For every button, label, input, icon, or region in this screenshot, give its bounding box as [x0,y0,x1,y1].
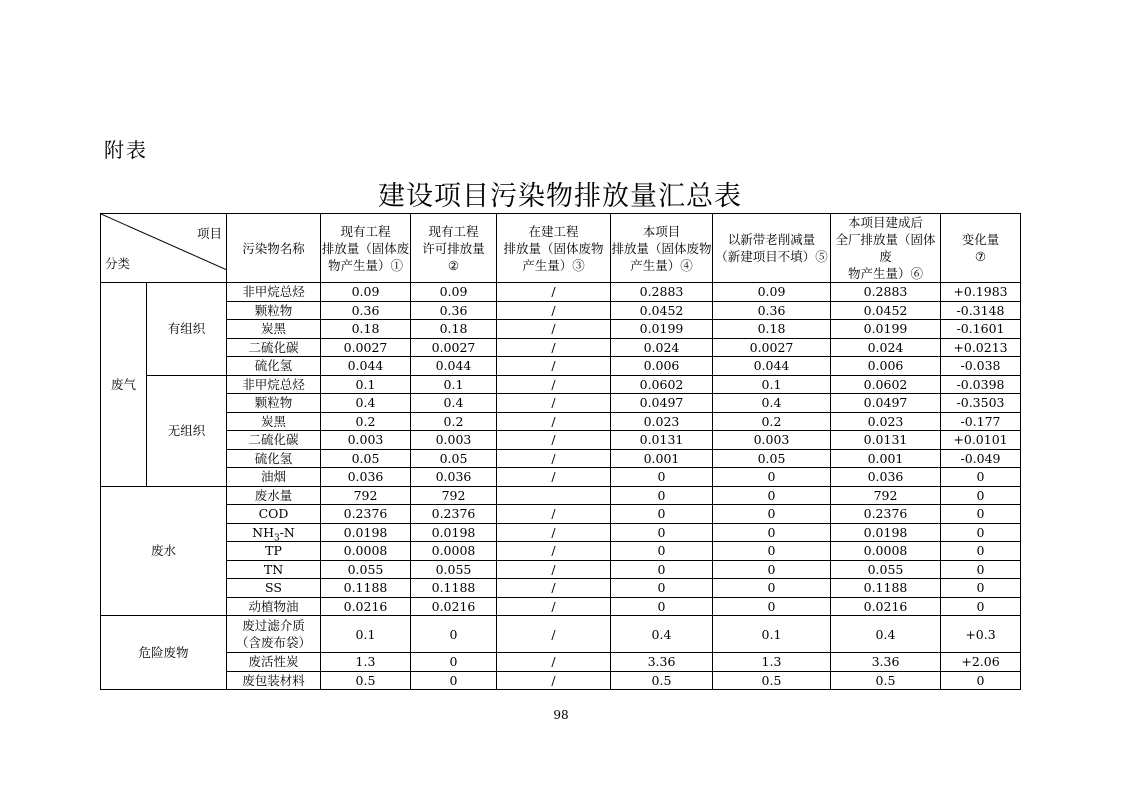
cell-value: 0 [941,579,1021,598]
cell-value: 0.001 [611,449,713,468]
cell-value: 0.0497 [831,394,941,413]
cell-value: 0.4 [713,394,831,413]
page-number: 98 [553,708,569,722]
cell-value: 0.0602 [611,375,713,394]
cell-value: / [497,449,611,468]
cell-value: 0.4 [411,394,497,413]
table-row [101,320,1021,339]
table-row [101,505,1021,524]
cell-value: 0.2376 [321,505,411,524]
cell-value: 0.024 [611,338,713,357]
cell-value: / [497,338,611,357]
cell-value: / [497,375,611,394]
cell-value: -0.3503 [941,394,1021,413]
cell-value: 0.4 [611,616,713,653]
pollutant-name: 颗粒物 [227,301,321,320]
cell-value: 0.036 [831,468,941,487]
pollutant-name: 废活性炭 [227,653,321,672]
cell-value: 0.2 [411,412,497,431]
table-row [101,283,1021,302]
cell-value: 0 [941,468,1021,487]
group-waste-gas: 废气 [101,283,147,487]
table-row [101,523,1021,542]
cell-value: / [497,412,611,431]
cell-value: 0.023 [611,412,713,431]
cell-value: / [497,431,611,450]
cell-value: 0.0027 [411,338,497,357]
cell-value: 0.036 [411,468,497,487]
header-pollutant-name: 污染物名称 [227,214,321,283]
cell-value: 0.5 [321,671,411,690]
cell-value: 0.09 [411,283,497,302]
pollutant-name: 硫化氢 [227,449,321,468]
cell-value: 792 [321,486,411,505]
cell-value: / [497,301,611,320]
cell-value: +0.1983 [941,283,1021,302]
cell-value: 0 [713,486,831,505]
cell-value: +0.0213 [941,338,1021,357]
cell-value: 0.0199 [611,320,713,339]
cell-value: 0.024 [831,338,941,357]
header-existing-emission: 现有工程 排放量（固体废 物产生量）① [321,214,411,283]
cell-value: 0.2883 [831,283,941,302]
cell-value: -0.0398 [941,375,1021,394]
header-diagonal-cell [101,214,227,283]
cell-value: 0.0131 [611,431,713,450]
cell-value: +0.0101 [941,431,1021,450]
cell-value: 0.09 [713,283,831,302]
pollutant-name: 非甲烷总烃 [227,283,321,302]
pollutant-name: 动植物油 [227,597,321,616]
cell-value: 3.36 [611,653,713,672]
cell-value: 0.055 [411,560,497,579]
cell-value: 0.0216 [321,597,411,616]
subgroup-organized: 有组织 [147,283,227,376]
cell-value: 0 [713,523,831,542]
pollutant-summary-table [100,213,1021,690]
cell-value: 0.1 [713,375,831,394]
cell-value: 0.1 [411,375,497,394]
cell-value: 0.0008 [831,542,941,561]
cell-value: 792 [831,486,941,505]
cell-value: 0.2 [713,412,831,431]
cell-value: 0.1 [321,375,411,394]
table-row [101,653,1021,672]
table-row [101,301,1021,320]
table-row [101,579,1021,598]
cell-value: 0.1188 [411,579,497,598]
pollutant-name: SS [227,579,321,598]
cell-value: / [497,671,611,690]
cell-value: 0.4 [321,394,411,413]
cell-value: 0 [713,505,831,524]
cell-value: 0.003 [321,431,411,450]
table-row [101,412,1021,431]
cell-value: 0 [941,523,1021,542]
cell-value: 0.18 [321,320,411,339]
cell-value: 0.18 [411,320,497,339]
cell-value: 0.0198 [321,523,411,542]
cell-value: 0.0199 [831,320,941,339]
cell-value: 0.0216 [831,597,941,616]
cell-value: -0.3148 [941,301,1021,320]
pollutant-name: 二硫化碳 [227,431,321,450]
cell-value: 0.055 [321,560,411,579]
cell-value: 0.5 [713,671,831,690]
cell-value: / [497,394,611,413]
cell-value: 0.1188 [321,579,411,598]
pollutant-name: TP [227,542,321,561]
cell-value: 0.044 [713,357,831,376]
cell-value: 0.4 [831,616,941,653]
cell-value: / [497,653,611,672]
subgroup-unorganized: 无组织 [147,375,227,486]
cell-value: 0.001 [831,449,941,468]
cell-value: 0 [411,616,497,653]
table-row [101,338,1021,357]
cell-value: 0 [713,560,831,579]
header-project-label: 项目 [196,226,222,241]
header-existing-permit: 现有工程 许可排放量 ② [411,214,497,283]
cell-value: 0.044 [321,357,411,376]
table-row [101,431,1021,450]
cell-value: 0.5 [611,671,713,690]
cell-value: -0.049 [941,449,1021,468]
pollutant-name: $NH_3-N$ [227,523,321,542]
cell-value: 0.0008 [411,542,497,561]
cell-value: 0.1188 [831,579,941,598]
cell-value: 0.36 [411,301,497,320]
cell-value: 0 [611,523,713,542]
header-change: 变化量 ⑦ [941,214,1021,283]
cell-value: 1.3 [713,653,831,672]
cell-value: 0 [941,597,1021,616]
cell-value: 0.0602 [831,375,941,394]
pollutant-name: 颗粒物 [227,394,321,413]
cell-value: 0.003 [713,431,831,450]
pollutant-name: 废水量 [227,486,321,505]
cell-value: -0.177 [941,412,1021,431]
cell-value: / [497,468,611,487]
cell-value: 0.006 [831,357,941,376]
cell-value: 0.5 [831,671,941,690]
cell-value: -0.1601 [941,320,1021,339]
cell-value: 0 [713,468,831,487]
pollutant-name: COD [227,505,321,524]
cell-value: / [497,579,611,598]
cell-value: 0.05 [321,449,411,468]
pollutant-name: 二硫化碳 [227,338,321,357]
cell-value: 0.023 [831,412,941,431]
cell-value: 1.3 [321,653,411,672]
cell-value: 0 [411,671,497,690]
cell-value: 0 [411,653,497,672]
cell-value: / [497,560,611,579]
pollutant-name: 废包装材料 [227,671,321,690]
cell-value: -0.038 [941,357,1021,376]
cell-value: / [497,320,611,339]
cell-value: 3.36 [831,653,941,672]
cell-value: / [497,283,611,302]
cell-value: 0 [941,505,1021,524]
cell-value: 0.05 [713,449,831,468]
cell-value: / [497,357,611,376]
group-wastewater: 废水 [101,486,227,616]
table-row [101,468,1021,487]
group-hazardous-waste: 危险废物 [101,616,227,690]
cell-value: 0 [611,597,713,616]
cell-value: / [497,523,611,542]
cell-value: 0 [611,579,713,598]
header-reduction: 以新带老削减量 （新建项目不填）⑤ [713,214,831,283]
cell-value: 0.0198 [831,523,941,542]
table-title: 建设项目污染物排放量汇总表 [378,181,742,212]
cell-value: 0 [611,560,713,579]
header-after-completion: 本项目建成后 全厂排放量（固体废 物产生量）⑥ [831,214,941,283]
cell-value: 0.0198 [411,523,497,542]
cell-value: 0.36 [713,301,831,320]
pollutant-name: 硫化氢 [227,357,321,376]
cell-value: 0.0216 [411,597,497,616]
cell-value: 0 [611,468,713,487]
cell-value: +2.06 [941,653,1021,672]
cell-value: / [497,542,611,561]
cell-value: 0.18 [713,320,831,339]
header-under-construction: 在建工程 排放量（固体废物 产生量）③ [497,214,611,283]
cell-value: 0 [611,486,713,505]
cell-value: 0.2 [321,412,411,431]
cell-value: 0.0008 [321,542,411,561]
cell-value: 0.1 [713,616,831,653]
cell-value: 0 [941,671,1021,690]
cell-value: 0.09 [321,283,411,302]
table-row [101,449,1021,468]
cell-value: +0.3 [941,616,1021,653]
pollutant-name: 非甲烷总烃 [227,375,321,394]
table-row [101,560,1021,579]
table-row [101,486,1021,505]
cell-value: 0.0027 [321,338,411,357]
header-row [101,214,1021,283]
cell-value [497,486,611,505]
table-row [101,671,1021,690]
cell-value: 0.003 [411,431,497,450]
cell-value: 0 [713,542,831,561]
cell-value: 0 [941,560,1021,579]
cell-value: 0 [941,542,1021,561]
pollutant-name: 炭黑 [227,320,321,339]
header-category-label: 分类 [105,256,131,271]
cell-value: 0.1 [321,616,411,653]
cell-value: 0.006 [611,357,713,376]
cell-value: 0.044 [411,357,497,376]
cell-value: 0 [941,486,1021,505]
cell-value: 0 [611,505,713,524]
cell-value: / [497,505,611,524]
table-row [101,542,1021,561]
cell-value: 0 [713,597,831,616]
cell-value: 0.055 [831,560,941,579]
cell-value: / [497,597,611,616]
table-row [101,357,1021,376]
cell-value: 0.0027 [713,338,831,357]
cell-value: 0.0452 [831,301,941,320]
appendix-label: 附表 [104,138,148,162]
cell-value: 0.0131 [831,431,941,450]
pollutant-name: 油烟 [227,468,321,487]
pollutant-name: TN [227,560,321,579]
header-this-project: 本项目 排放量（固体废物 产生量）④ [611,214,713,283]
pollutant-name: 炭黑 [227,412,321,431]
cell-value: 0.36 [321,301,411,320]
cell-value: 0.2376 [411,505,497,524]
table-row [101,394,1021,413]
cell-value: 0 [713,579,831,598]
table-row [101,375,1021,394]
cell-value: 792 [411,486,497,505]
table-row [101,597,1021,616]
pollutant-name: 废过滤介质 （含废布袋） [227,616,321,653]
cell-value: 0.0497 [611,394,713,413]
cell-value: 0.2376 [831,505,941,524]
cell-value: 0.036 [321,468,411,487]
cell-value: 0.0452 [611,301,713,320]
cell-value: 0.05 [411,449,497,468]
table-row [101,616,1021,653]
cell-value: 0 [611,542,713,561]
cell-value: 0.2883 [611,283,713,302]
cell-value: / [497,616,611,653]
